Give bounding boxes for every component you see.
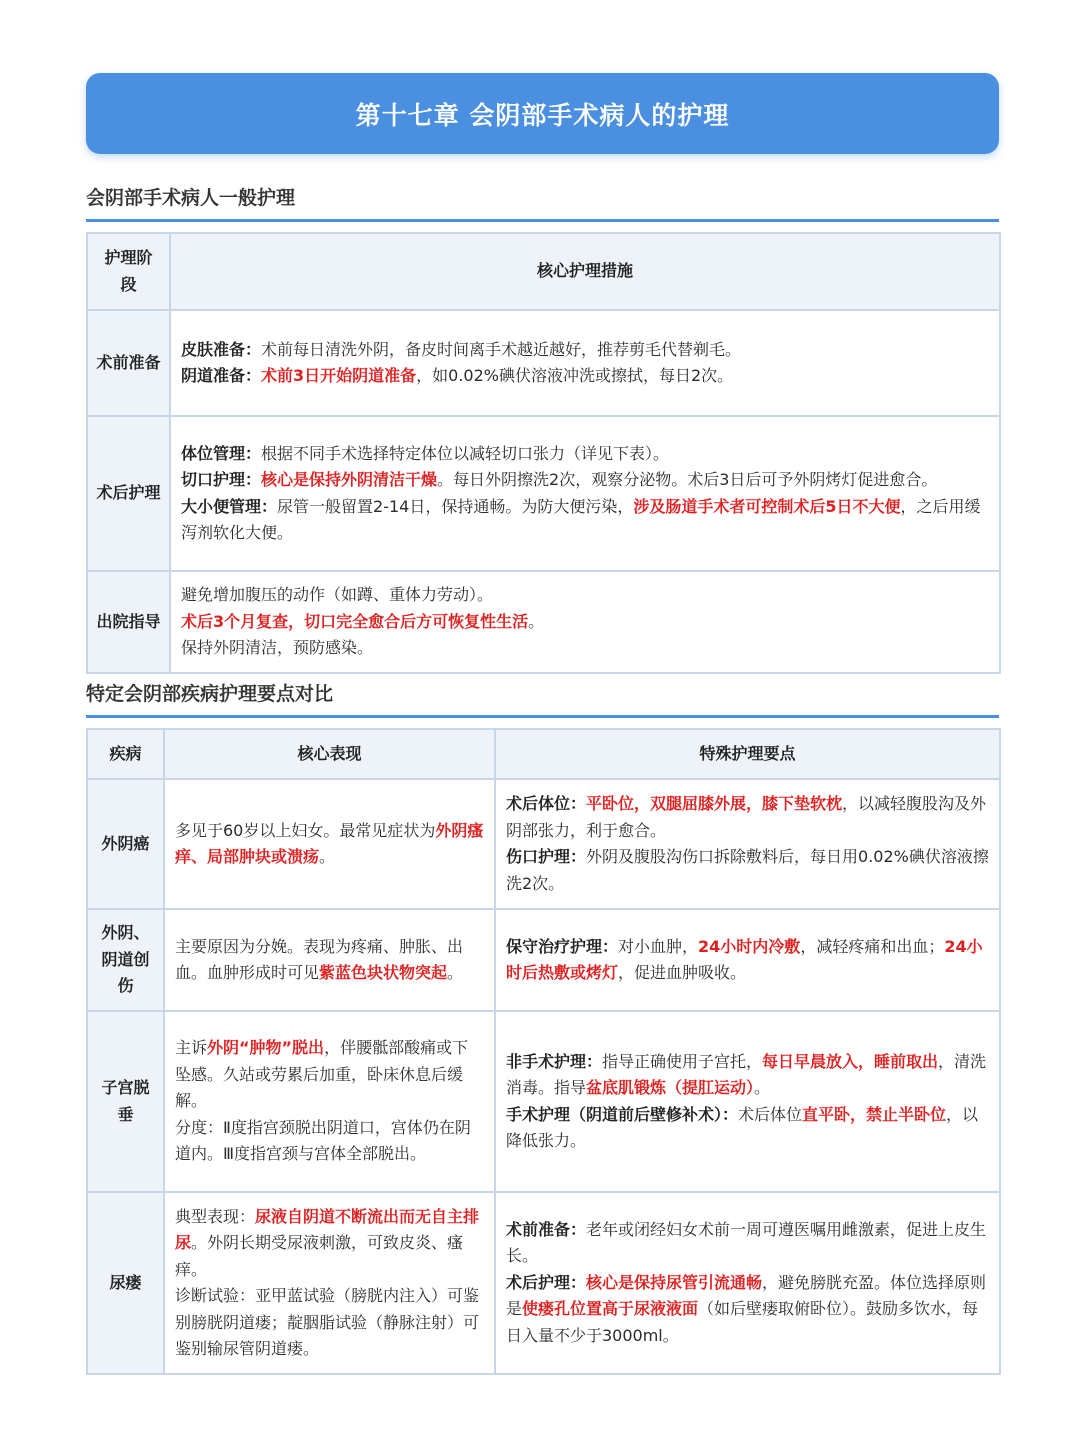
highlight-text: 平卧位，双腿屈膝外展，膝下垫软枕 [586,794,843,813]
highlight-text: 外阴“肿物”脱出 [207,1038,325,1058]
text-line [181,441,989,468]
highlight-text: 24小时内冷敷 [698,936,801,956]
text-line [506,1270,989,1350]
symptoms-cell [164,1192,495,1374]
body-text: 保持外阴清洁，预防感染。 [181,638,374,658]
body-text: 对小血肿， [618,936,699,956]
body-text: 多见于60岁以上妇女。最常见症状为 [175,820,436,840]
highlight-text: 使瘘孔位置高于尿液液面 [522,1299,699,1319]
text-line [181,467,989,494]
text-line [175,934,484,987]
text-line [506,1217,989,1270]
body-text: 老年或闭经妇女术前一周可遵医嘱用雌激素，促进上皮生长。 [506,1219,987,1266]
body-text: （如后壁瘘取俯卧位）。鼓励多饮水，每日入量不少于3000ml。 [506,1299,979,1345]
highlight-text: 核心是保持尿管引流通畅 [586,1272,763,1292]
symptoms-cell [164,909,495,1011]
stage-cell: 术前准备 [87,310,170,416]
body-text: ，促进血肿吸收。 [618,963,747,982]
body-text: 外阴及腹股沟伤口拆除敷料后，每日用0.02%碘伏溶液擦洗2次。 [506,847,989,893]
section-general-care-heading: 会阴部手术病人一般护理 [86,183,999,222]
header-stage: 护理阶段 [87,233,170,310]
table-header-row [87,233,1000,310]
table-header-row [87,729,1000,779]
body-text: ，伴腰骶部酸痛或下坠感。久站或劳累后加重，卧床休息后缓解。 [175,1038,469,1111]
highlight-text: 24小时后热敷或烤灯 [506,936,983,982]
body-text: ，如0.02%碘伏溶液冲洗或擦拭，每日2次。 [416,366,734,385]
section-disease-comparison-heading: 特定会阴部疾病护理要点对比 [86,679,999,718]
general-care-table [86,232,1001,674]
text-line [506,791,989,844]
chapter-title: 第十七章 会阴部手术病人的护理 [355,100,730,130]
measures-cell [170,571,1000,673]
highlight-text: 外阴瘙痒、局部肿块或溃疡 [175,820,484,866]
highlight-text: 直平卧，禁止半卧位 [802,1104,947,1124]
body-text: ，之后用缓泻剂软化大便。 [181,496,981,542]
table-row [87,1011,1000,1192]
item-label: 体位管理： [181,443,262,463]
body-text: ，以减轻腹股沟及外阴部张力，利于愈合。 [506,794,987,840]
body-text: 。 [319,847,336,866]
body-text: 根据不同手术选择特定体位以减轻切口张力（详见下表）。 [261,443,670,463]
body-text: 分度：Ⅱ度指宫颈脱出阴道口，宫体仍在阴道内。Ⅲ度指宫颈与宫体全部脱出。 [175,1117,471,1164]
table-row [87,310,1000,416]
table-row [87,571,1000,673]
text-line [175,818,484,871]
body-text: 。外阴长期受尿液刺激，可致皮炎、瘙痒。 [175,1233,464,1279]
item-label: 保守治疗护理： [506,936,619,956]
item-label: 阴道准备： [181,366,262,385]
disease-cell: 外阴癌 [87,779,164,909]
item-label: 伤口护理： [506,847,587,866]
item-label: 术前准备： [506,1219,587,1239]
table-row [87,1192,1000,1374]
disease-comparison-table [86,728,1001,1375]
table-row [87,909,1000,1011]
item-label: 术后体位： [506,794,587,813]
text-line [175,1283,484,1363]
text-line [181,494,989,547]
body-text: ，以降低张力。 [506,1104,979,1150]
header-special-care: 特殊护理要点 [495,729,1000,779]
text-line [175,1035,484,1115]
body-text: 。 [528,611,545,631]
disease-cell: 子宫脱垂 [87,1011,164,1192]
care-cell [495,909,1000,1011]
body-text: 典型表现： [175,1206,256,1226]
body-text: ，清洗消毒。指导 [506,1051,987,1097]
body-text: 术后体位 [738,1104,803,1124]
body-text: 。 [754,1078,771,1097]
body-text: 诊断试验：亚甲蓝试验（膀胱内注入）可鉴别膀胱阴道瘘；靛胭脂试验（静脉注射）可鉴别输尿管阴道瘘。 [175,1286,480,1358]
text-line [181,582,989,609]
highlight-text: 术前3日开始阴道准备 [261,366,417,385]
highlight-text: 紫蓝色块状物突起 [319,963,448,982]
item-label: 术后护理： [506,1272,587,1292]
measures-cell [170,416,1000,571]
text-line [506,934,989,987]
body-text: 避免增加腹压的动作（如蹲、重体力劳动）。 [181,585,494,605]
highlight-text: 每日早晨放入，睡前取出 [762,1051,939,1071]
body-text: 主诉 [175,1038,208,1058]
highlight-text: 盆底肌锻炼（提肛运动） [586,1078,755,1097]
disease-cell: 尿瘘 [87,1192,164,1374]
item-label: 非手术护理： [506,1051,603,1071]
highlight-text: 术后3个月复查，切口完全愈合后方可恢复性生活 [181,611,529,631]
care-cell [495,1011,1000,1192]
body-text: 尿管一般留置2-14日，保持通畅。为防大便污染， [277,496,634,516]
symptoms-cell [164,779,495,909]
text-line [181,337,989,364]
text-line [181,363,989,390]
highlight-text: 尿液自阴道不断流出而无自主排尿 [175,1206,480,1252]
highlight-text: 核心是保持外阴清洁干燥 [261,470,438,489]
text-line [506,1049,989,1102]
stage-cell: 术后护理 [87,416,170,571]
highlight-text: 涉及肠道手术者可控制术后5日不大便 [633,496,901,516]
stage-cell: 出院指导 [87,571,170,673]
disease-cell: 外阴、阴道创伤 [87,909,164,1011]
body-text: 指导正确使用子宫托， [602,1051,763,1071]
text-line [506,1102,989,1155]
text-line [181,609,989,636]
care-cell [495,1192,1000,1374]
header-symptoms: 核心表现 [164,729,495,779]
body-text: ，减轻疼痛和出血； [800,936,945,956]
header-disease: 疾病 [87,729,164,779]
body-text: ，避免膀胱充盈。体位选择原则是 [506,1272,987,1319]
body-text: 主要原因为分娩。表现为疼痛、肿胀、出血。血肿形成时可见 [175,936,464,982]
body-text: 。每日外阴擦洗2次，观察分泌物。术后3日后可予外阴烤灯促进愈合。 [437,470,938,489]
body-text: 。 [447,963,464,982]
item-label: 切口护理： [181,470,262,489]
text-line [181,635,989,662]
item-label: 皮肤准备： [181,339,262,359]
table-row [87,779,1000,909]
text-line [175,1115,484,1168]
table-row [87,416,1000,571]
text-line [506,844,989,897]
measures-cell [170,310,1000,416]
symptoms-cell [164,1011,495,1192]
item-label: 手术护理（阴道前后壁修补术）： [506,1104,739,1124]
care-cell [495,779,1000,909]
body-text: 术前每日清洗外阴，备皮时间离手术越近越好，推荐剪毛代替剃毛。 [261,339,742,359]
text-line [175,1204,484,1284]
item-label: 大小便管理： [181,496,278,516]
chapter-banner [86,73,999,154]
header-measures: 核心护理措施 [170,233,1000,310]
